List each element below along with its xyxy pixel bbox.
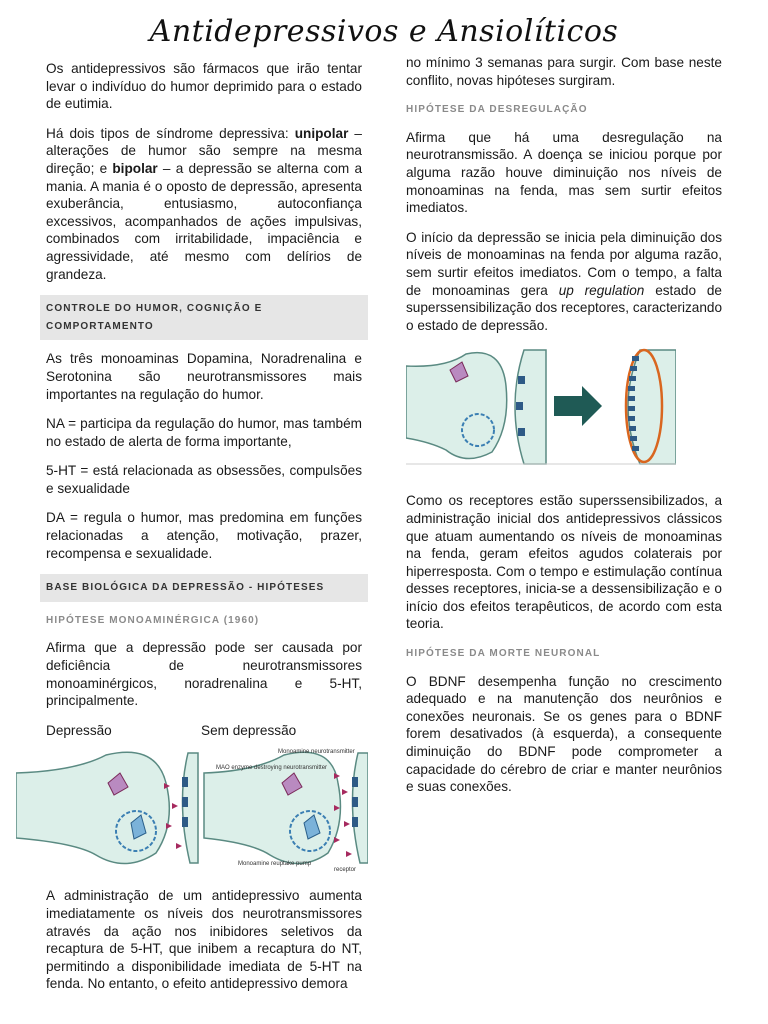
receptors-paragraph: Como os receptores estão superssensibilizados, a administração inicial dos antidepressivos clássicos que atuam aumentando os níveis de monoaminas na fenda, geram efeitos agudos colaterais por hiperresposta. Com o tempo e estimulação contínua desses receptores, inicia-se a dessensibilização e o início dos efeitos terapêuticos, de acordo com esta teoria. [406, 493, 722, 632]
desregulacao-paragraph-1: Afirma que há uma desregulação na neurotransmissão. A doença se iniciou porque por alguma razão houve diminuição nos níveis de monoaminas na fenda, mas sem surtir efeitos imediatos. [406, 129, 722, 216]
types-text: – a depressão se alterna com a mania. A mania é o oposto de depressão, apresenta exuberância, entusiasmo, autoconfiança excessivos, acompanhados de ações impulsivas, combinados com irritabilidade, impaciência e agressividade, até mesmo com delírios de grandeza. [46, 160, 363, 282]
5ht-paragraph: 5-HT = está relacionada as obsessões, compulsões e sexualidade [46, 463, 362, 496]
continuation-paragraph: no mínimo 3 semanas para surgir. Com base neste conflito, novas hipóteses surgiram. [406, 55, 722, 88]
types-text: Há dois tipos de síndrome depressiva: [46, 125, 295, 141]
desreg-text: O início da depressão se inicia pela diminuição dos níveis de monoaminas na fenda por alguma razão, sem surtir efeitos imediatos. Com o tempo, a falta de monoaminas gera [406, 229, 722, 298]
subheading-desregulacao: HIPÓTESE DA DESREGULAÇÃO [406, 104, 588, 116]
desreg-text: estado de superssensibilização dos receptores, caracterizando o estado de depressão. [406, 282, 722, 333]
caption-depressao: Depressão [46, 722, 112, 738]
figure-captions [46, 722, 362, 740]
intro-paragraph: Os antidepressivos são fármacos que irão tentar levar o indivíduo do humor deprimido para o estado de eutimia. [46, 61, 362, 112]
up-regulation-figure [406, 346, 676, 470]
monoamines-paragraph: As três monoaminas Dopamina, Noradrenalina e Serotonina são neurotransmissores mais importantes na regulação do humor. [46, 351, 362, 402]
subheading-morte-neuronal: HIPÓTESE DA MORTE NEURONAL [406, 648, 601, 660]
caption-sem-depressao: Sem depressão [201, 722, 297, 738]
label-receptor: receptor [334, 867, 357, 874]
da-paragraph: DA = regula o humor, mas predomina em funções relacionadas a atenção, motivação, prazer, recompensa e sexualidade. [46, 510, 362, 561]
section-band-humor: CONTROLE DO HUMOR, COGNIÇÃO E COMPORTAMENTO [40, 295, 368, 340]
section-band-hipoteses: BASE BIOLÓGICA DA DEPRESSÃO - HIPÓTESES [40, 574, 368, 602]
na-paragraph: NA = participa da regulação do humor, mas também no estado de alerta de forma importante, [46, 416, 362, 449]
left-column [46, 60, 362, 1005]
right-column [406, 54, 722, 808]
admin-paragraph: A administração de um antidepressivo aumenta imediatamente os níveis dos neurotransmissores através da ação nos inibidores seletivos da recaptura de 5-HT, que inibem a recaptura do NT, permitindo a disponibilidade imediata de 5-HT na fenda. No entanto, o efeito antidepressivo demora [46, 888, 362, 992]
synapse-comparison-figure [16, 743, 368, 873]
types-text: – alterações de humor são sempre na mesma direção; e [46, 125, 362, 176]
unipolar-term: unipolar [294, 125, 349, 141]
label-mao: MAO enzyme destroying neurotransmitter [216, 765, 328, 772]
monoamine-hypothesis-paragraph: Afirma que a depressão pode ser causada por deficiência de neurotransmissores monoaminérgicos, noradrenalina e 5-HT, principalmente. [46, 640, 362, 709]
label-monoamine: Monoamine neurotransmitter [278, 749, 355, 756]
up-regulation-term: up regulation [558, 282, 645, 298]
page-title: Antidepressivos e Ansiolíticos [149, 14, 619, 49]
bdnf-paragraph: O BDNF desempenha função no crescimento adequado e na manutenção dos neurônios e conexões neuronais. Se os genes para o BDNF forem desativados (à esquerda), a consequente diminuição do BDNF pode comprometer a capacidade do cérebro de criar e manter neurônios e suas conexões. [406, 673, 722, 795]
label-reuptake: Monoamine reuptake pump [238, 861, 312, 868]
subheading-monoaminergica: HIPÓTESE MONOAMINÉRGICA (1960) [46, 614, 260, 626]
types-paragraph [46, 125, 362, 283]
desregulacao-paragraph-2 [406, 229, 722, 335]
bipolar-term: bipolar [112, 160, 158, 176]
